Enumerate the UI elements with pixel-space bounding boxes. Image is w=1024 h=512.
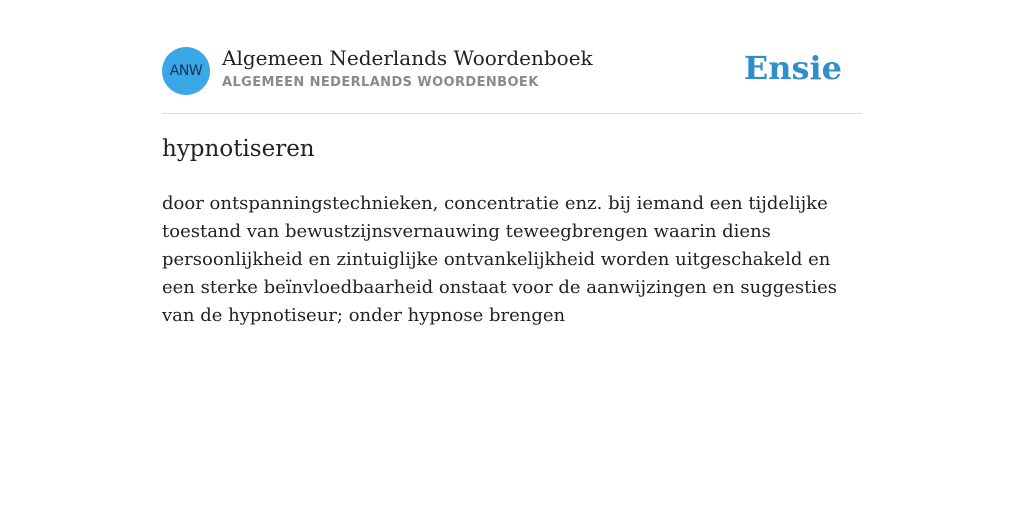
source-logo-text: ANW: [169, 63, 203, 79]
header-divider: [162, 113, 862, 114]
entry-definition: door ontspanningstechnieken, concentratie enz. bij iemand een tijdelijke toestand van bewustzijnsvernauwing teweegbrengen waarin diens persoonlijkheid en zintuiglijke ontvankelijkheid worden uitgeschakeld en een sterke beïnvloedbaarheid onstaat voor de aanwijzingen en suggesties van de hypnotiseur; onder hypnose brengen: [162, 193, 838, 326]
source-logo: [162, 47, 210, 95]
ensie-logo-link[interactable]: Ensie: [743, 49, 842, 87]
entry-term: hypnotiseren: [162, 136, 315, 162]
source-header: [162, 46, 862, 96]
source-subtitle: ALGEMEEN NEDERLANDS WOORDENBOEK: [222, 75, 539, 90]
source-title: Algemeen Nederlands Woordenboek: [222, 46, 593, 70]
